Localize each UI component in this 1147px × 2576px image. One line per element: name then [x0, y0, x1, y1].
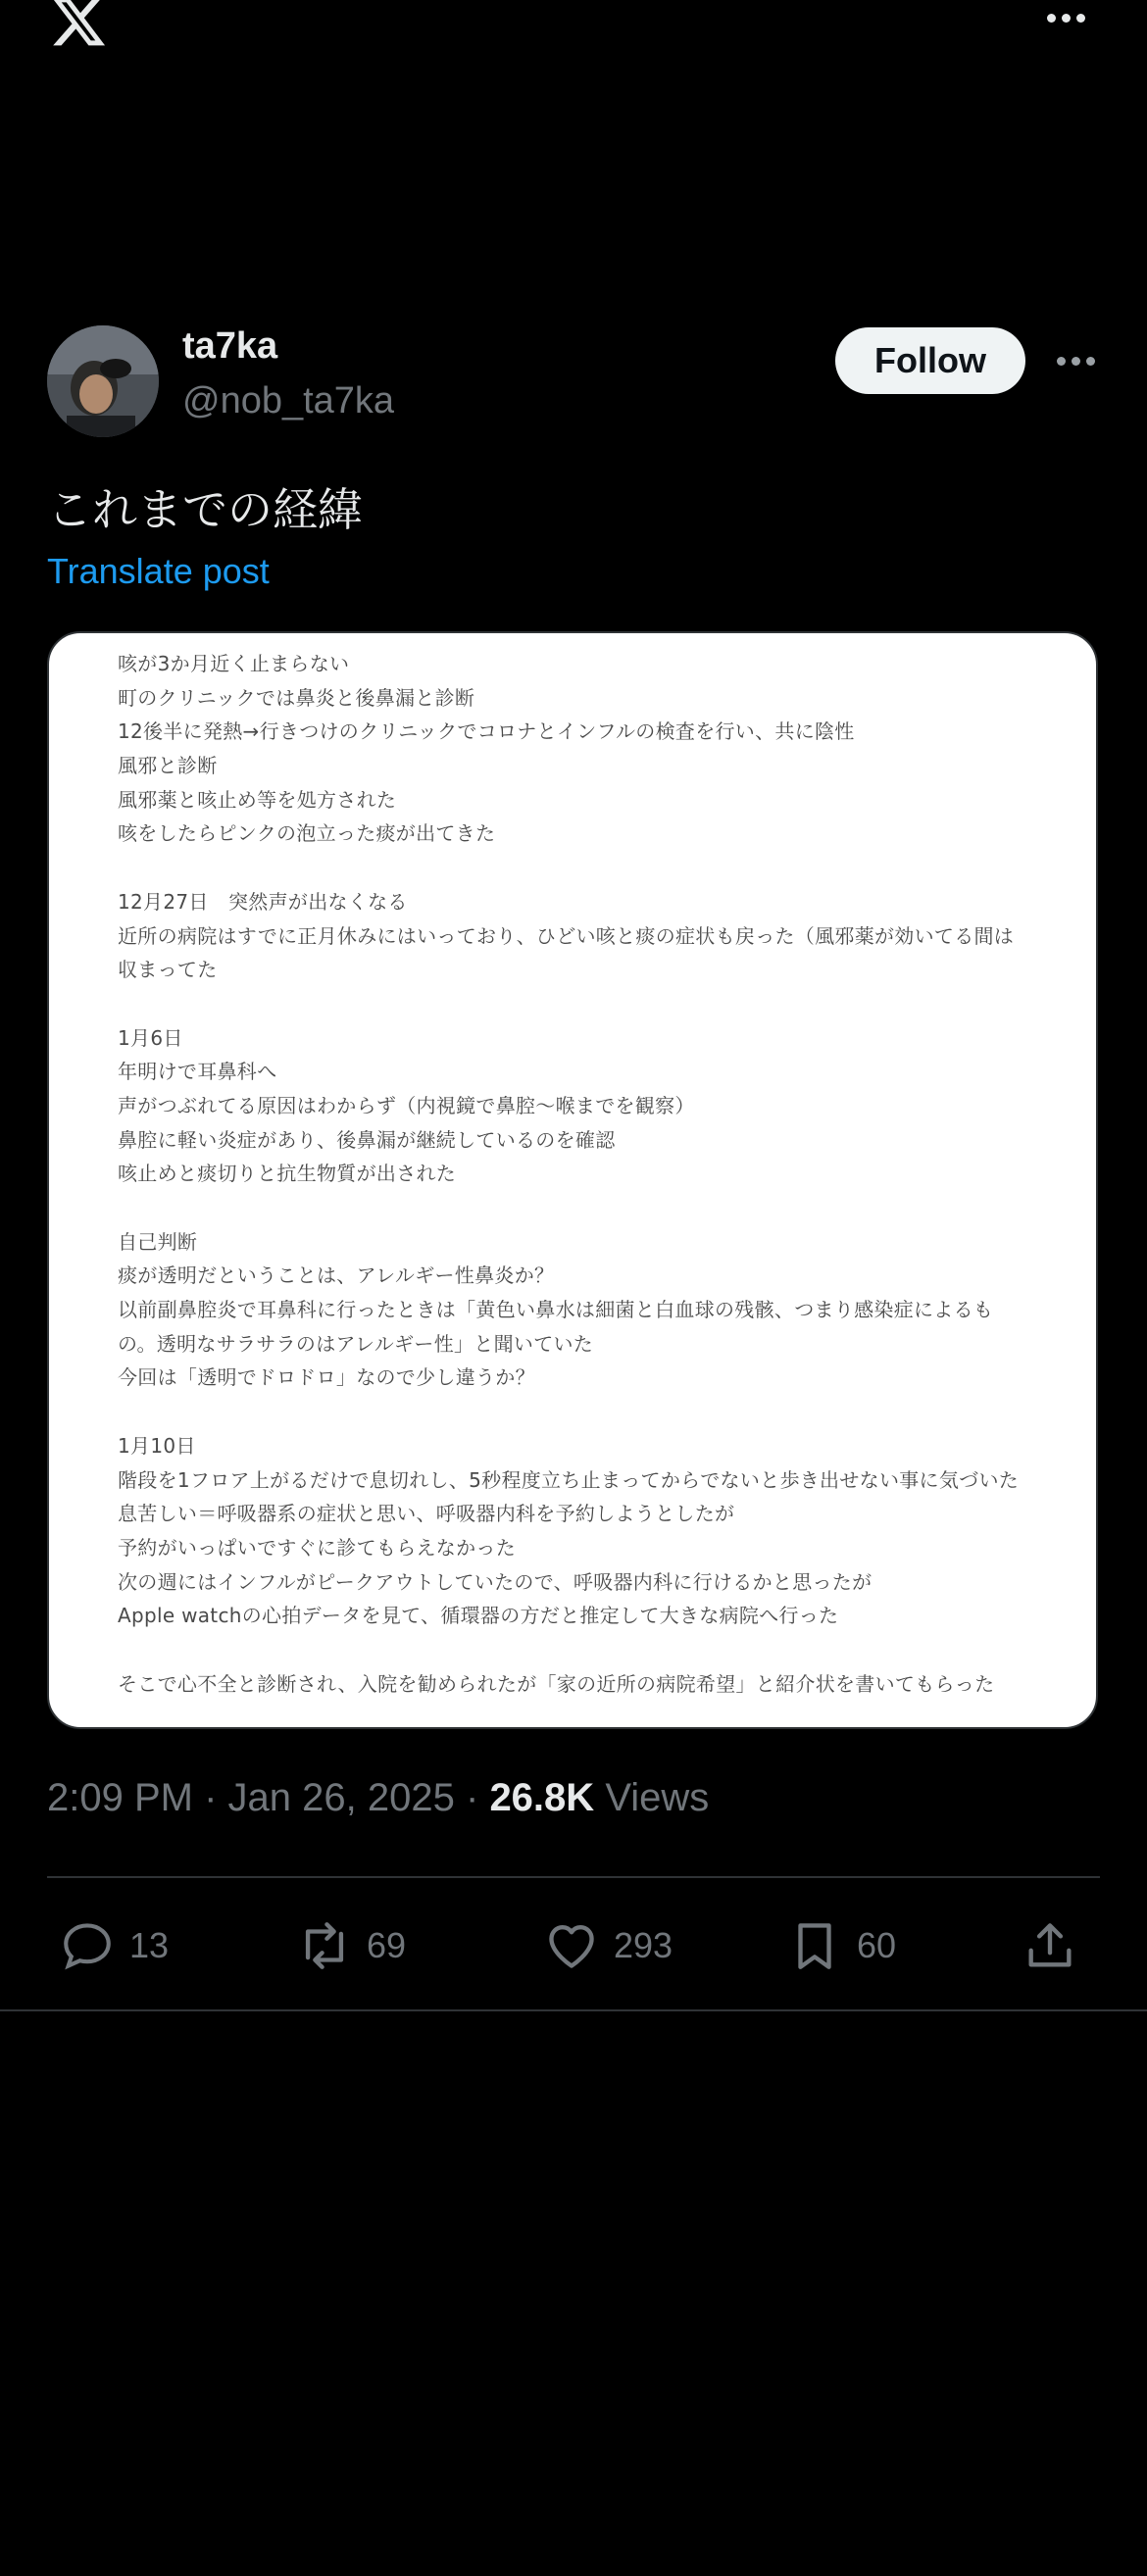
image-text-line: 年明けで耳鼻科へ	[118, 1060, 277, 1084]
heart-icon	[543, 1917, 600, 1974]
post-more-icon[interactable]	[1057, 351, 1116, 371]
follow-button[interactable]: Follow	[835, 327, 1025, 394]
views-label: Views	[605, 1776, 710, 1819]
image-text-line: 近所の病院はすでに正月休みにはいっており、ひどい咳と痰の症状も戻った（風邪薬が効いてる間は	[118, 923, 1015, 948]
image-text-line: 今回は「透明でドロドロ」なので少し違うか？	[118, 1365, 535, 1390]
image-text-line: 12後半に発熱→行きつけのクリニックでコロナとインフルの検査を行い、共に陰性	[118, 719, 855, 744]
image-text-line: 収まってた	[118, 958, 218, 982]
meta-separator: ·	[465, 1776, 479, 1819]
image-text-line: 痰が透明だということは、アレルギー性鼻炎か？	[118, 1263, 555, 1288]
image-text-line: 風邪と診断	[118, 754, 218, 778]
reply-button[interactable]	[59, 1911, 169, 1980]
divider	[47, 1876, 1100, 1878]
post-time[interactable]: 2:09 PM	[47, 1776, 193, 1819]
image-text-line: 咳止めと痰切りと抗生物質が出された	[118, 1162, 457, 1186]
image-text-line: そこで心不全と診断され、入院を勧められたが「家の近所の病院希望」と紹介状を書いてもらった	[118, 1671, 995, 1696]
image-text-line	[118, 1633, 1088, 1667]
image-text-line: 風邪薬と咳止め等を処方された	[118, 787, 397, 812]
translate-post-link[interactable]: Translate post	[47, 551, 270, 591]
image-text-line: 鼻腔に軽い炎症があり、後鼻漏が継続しているのを確認	[118, 1127, 616, 1152]
like-button[interactable]	[543, 1911, 673, 1980]
repost-icon	[296, 1917, 353, 1974]
image-text-line	[118, 1395, 1088, 1429]
post-image-text	[118, 647, 1088, 1701]
avatar[interactable]	[47, 325, 159, 437]
post-actions	[47, 1911, 1100, 1980]
image-text-line: 階段を1フロア上がるだけで息切れし、5秒程度立ち止まってからでないと歩き出せない事に気づいた	[118, 1467, 1020, 1492]
post-meta	[47, 1776, 709, 1820]
image-text-line: 咳をしたらピンクの泡立った痰が出てきた	[118, 821, 496, 846]
image-text-line: 以前副鼻腔炎で耳鼻科に行ったときは「黄色い鼻水は細菌と白血球の残骸、つまり感染症によるも	[118, 1298, 994, 1322]
reply-count: 13	[129, 1925, 170, 1965]
author-name[interactable]: ta7ka	[182, 325, 278, 367]
image-text-line: 1月10日	[118, 1433, 196, 1458]
post-author	[47, 325, 1100, 443]
avatar-image	[47, 325, 159, 437]
image-text-line: 次の週にはインフルがピークアウトしていたので、呼吸器内科に行けるかと思ったが	[118, 1569, 873, 1594]
like-count: 293	[614, 1925, 673, 1965]
image-text-line: 声がつぶれてる原因はわからず（内視鏡で鼻腔～喉までを観察）	[118, 1093, 695, 1117]
image-text-line: 町のクリニックでは鼻炎と後鼻漏と診断	[118, 685, 475, 710]
bookmark-icon	[786, 1917, 843, 1974]
reply-icon	[59, 1917, 116, 1974]
share-icon	[1022, 1917, 1078, 1974]
views-count: 26.8K	[489, 1776, 595, 1819]
image-text-line	[118, 1191, 1088, 1225]
image-text-line: 1月6日	[118, 1025, 183, 1050]
more-options-icon[interactable]	[1047, 8, 1106, 31]
bookmark-button[interactable]	[786, 1911, 896, 1980]
repost-button[interactable]	[296, 1911, 406, 1980]
x-logo-icon[interactable]	[47, 0, 110, 51]
post-image[interactable]	[47, 631, 1098, 1729]
image-text-line: 予約がいっぱいですぐに診てもらえなかった	[118, 1535, 516, 1560]
post-date[interactable]: Jan 26, 2025	[227, 1776, 455, 1819]
image-text-line: 咳が3か月近く止まらない	[118, 652, 350, 675]
image-text-line: 自己判断	[118, 1229, 198, 1254]
share-button[interactable]	[1022, 1911, 1092, 1980]
post-text: これまでの経緯	[47, 483, 363, 536]
author-handle[interactable]: @nob_ta7ka	[182, 380, 395, 421]
image-text-line: 12月27日 突然声が出なくなる	[118, 889, 408, 914]
repost-count: 69	[367, 1925, 407, 1965]
divider	[0, 2009, 1147, 2011]
bookmark-count: 60	[857, 1925, 897, 1965]
top-bar	[0, 0, 1147, 59]
image-text-line: 息苦しい＝呼吸器系の症状と思い、呼吸器内科を予約しようとしたが	[118, 1502, 735, 1526]
image-text-line: Apple watchの心拍データを見て、循環器の方だと推定して大きな病院へ行った	[118, 1604, 839, 1628]
meta-separator: ·	[204, 1776, 218, 1819]
image-text-line: の。透明なサラサラのはアレルギー性」と聞いていた	[118, 1331, 594, 1356]
image-text-line	[118, 987, 1088, 1021]
image-text-line	[118, 851, 1088, 885]
